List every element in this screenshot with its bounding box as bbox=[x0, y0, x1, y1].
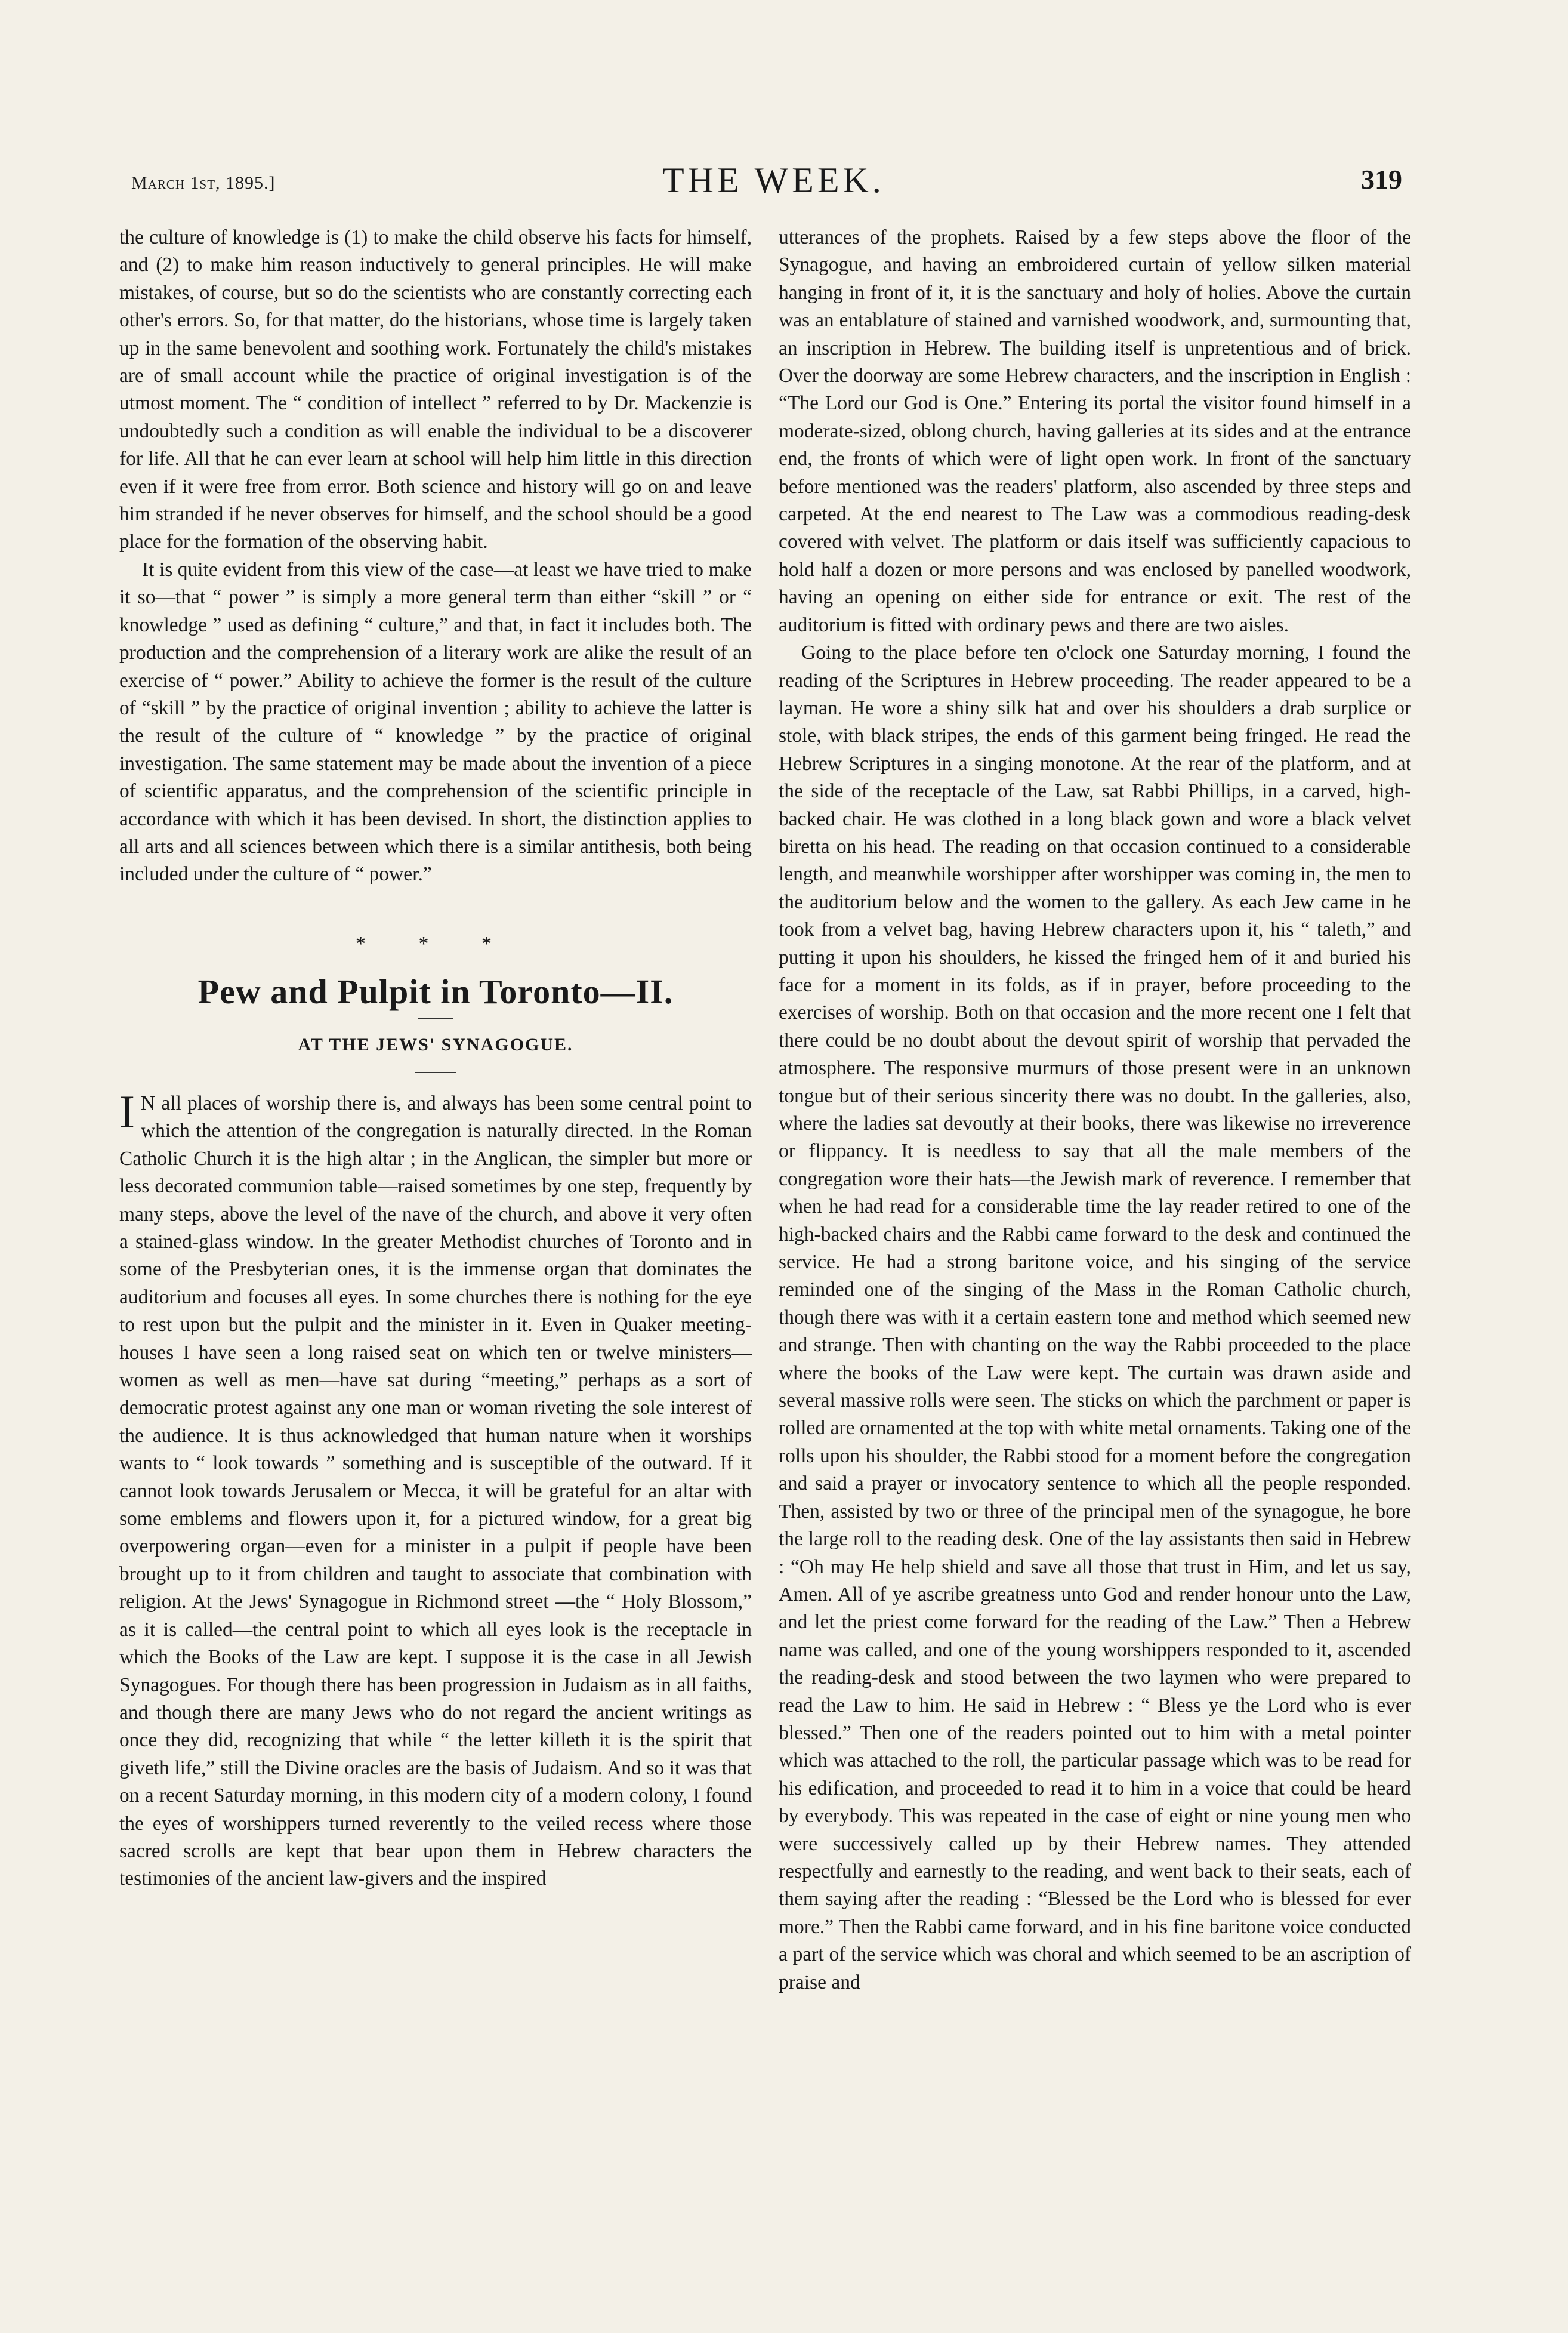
drop-cap: I bbox=[119, 1085, 135, 1138]
issue-date: March 1st, 1895.] bbox=[131, 173, 276, 193]
masthead-title: THE WEEK. bbox=[662, 161, 885, 200]
page-number: 319 bbox=[1361, 164, 1402, 195]
opening-paragraph bbox=[119, 1085, 752, 1893]
paragraph: Going to the place before ten o'clock one Saturday morning, I found the reading of the Scriptures in Hebrew proceeding. The reader appeared to be a layman. He wore a shiny silk hat and over his shoulders a drab surplice or stole, with black stripes, the ends of this garment being fringed. He read the Hebrew Scriptures in a singing monotone. At the rear of the platform, and at the side of the receptacle of the Law, sat Rabbi Phillips, in a carved, high-backed chair. He was clothed in a long black gown and wore a black velvet biretta on his head. The reading on that occasion continued to a considerable length, and meanwhile worshipper after worshipper was coming in, the men to the auditorium below and the women to the gallery. As each Jew came in he took from a velvet bag, having Hebrew characters upon it, his “ taleth,” and putting it upon his shoulders, he kissed the fringed hem of it and buried his face for a moment in its folds, as if in prayer, before proceeding to the exercises of worship. Both on that occasion and the more recent one I felt that there could be no doubt about the devout spirit of worship that pervaded the atmosphere. The responsive murmurs of those present were in an unknown tongue but of their serious sincerity there was no doubt. In the galleries, also, where the ladies sat devoutly at their books, there was likewise no irreverence or flippancy. It is needless to say that all the male members of the congregation wore their hats—the Jewish mark of reverence. I remember that when he had read for a considerable time the lay reader retired to one of the high-backed chairs and the Rabbi came forward to the desk and continued the service. He had a strong baritone voice, and his singing of the service reminded one of the singing of the Mass in the Roman Catholic church, though there was with it a certain eastern tone and method which seemed new and strange. Then with chanting on the way the Rabbi proceeded to the place where the books of the Law were kept. The curtain was drawn aside and several massive rolls were seen. The sticks on which the parchment or paper is rolled are ornamented at the top with white metal ornaments. Taking one of the rolls upon his shoulder, the Rabbi stood for a moment before the congregation and said a prayer or invocatory sentence to which all the people responded. Then, assisted by two or three of the principal men of the synagogue, he bore the large roll to the reading desk. One of the lay assistants then said in Hebrew : “Oh may He help shield and save all those that trust in Him, and let us say, Amen. All of ye ascribe greatness unto God and render honour unto the Law, and let the priest come forward for the reading of the Law.” Then a Hebrew name was called, and one of the young worshippers responded to it, ascended the reading-desk and stood between the two laymen who were prepared to read the Law to him. He said in Hebrew : “ Bless ye the Lord who is ever blessed.” Then one of the readers pointed out to him with a metal pointer which was attached to the roll, the particular passage which was to be read for his edification, and proceeded to read it to him in a voice that could be heard by everybody. This was repeated in the case of eight or nine young men who were successively called up by their Hebrew names. They attended respectfully and earnestly to the reading, and went back to their seats, each of them saying after the reading : “Blessed be the Lord who is blessed for ever more.” Then the Rabbi came forward, and in his fine baritone voice conducted a part of the service which was choral and which seemed to be an ascription of praise and bbox=[779, 642, 1411, 1993]
paragraph: utterances of the prophets. Raised by a few steps above the floor of the Synagogue, and having an embroidered curtain of yellow silken material hanging in front of it, it is the sanctuary and holy of holies. Above the curtain was an entablature of stained and varnished woodwork, and, surmounting that, an inscription in Hebrew. The building itself is unpretentious and of brick. Over the doorway are some Hebrew characters, and the inscription in English : “The Lord our God is One.” Entering its portal the visitor found himself in a moderate-sized, oblong church, having galleries at its sides and at the entrance end, the fronts of which were of light open work. In front of the sanctuary before mentioned was the readers' platform, also ascended by three steps and carpeted. At the end nearest to The Law was a commodious reading-desk covered with velvet. The platform or dais itself was sufficiently capacious to hold half a dozen or more persons and was enclosed by panelled woodwork, having an opening on either side for entrance or exit. The rest of the auditorium is fitted with ordinary pews and there are two aisles. bbox=[779, 226, 1411, 636]
article-title: Pew and Pulpit in Toronto—II. bbox=[197, 972, 674, 1012]
subheading-rule bbox=[415, 1072, 456, 1073]
paragraph: It is quite evident from this view of the case—at least we have tried to make it so—that “ power ” is simply a more general term than either “skill ” or “ knowledge ” used as defining “ culture,” and that, in fact it includes both. The production and the comprehension of a literary work are alike the result of an exercise of “ power.” Ability to achieve the former is the result of the culture of “skill ” by the practice of original invention ; ability to achieve the latter is the result of the culture of “ knowledge ” by the practice of original investigation. The same statement may be made about the invention of a piece of scientific apparatus, and the comprehension of the scientific principle in accordance with which it has been devised. In short, the distinction applies to all arts and all sciences between which there is a similar antithesis, both being included under the culture of “ power.” bbox=[119, 558, 752, 886]
paragraph: the culture of knowledge is (1) to make the child observe his facts for himself, and (2) to make him reason inductively to general principles. He will make mistakes, of course, but so do the scientists who are constantly correcting each other's errors. So, for that matter, do the historians, whose time is largely taken up in the same benevolent and soothing work. Fortunately the child's mistakes are of small account while the practice of original investigation is of the utmost moment. The “ condition of intellect ” referred to by Dr. Mackenzie is undoubtedly such a condition as will enable the individual to be a discoverer for life. All that he can ever learn at school will help him little in this direction even if it were free from error. Both science and history will go on and leave him stranded if he never observes for himself, and the school should be a good place for the formation of the observing habit. bbox=[119, 226, 752, 553]
title-rule bbox=[418, 1018, 453, 1019]
page-header bbox=[131, 160, 1402, 208]
left-column bbox=[119, 224, 752, 1893]
section-divider-asterism: * * * bbox=[356, 932, 516, 955]
article-subheading: AT THE JEWS' SYNAGOGUE. bbox=[298, 1034, 573, 1055]
right-column bbox=[779, 224, 1411, 1996]
paragraph-text: N all places of worship there is, and always has been some central point to which the attention of the congregation is naturally directed. In the Roman Catholic Church it is the high altar ; in the Anglican, the simpler but more or less decorated communion table—raised sometimes by one step, frequently by many steps, above the level of the nave of the church, and above it very often a stained-glass window. In the greater Methodist churches of Toronto and in some of the Presbyterian ones, it is the immense organ that dominates the auditorium and focuses all eyes. In some churches there is nothing for the eye to rest upon but the pulpit and the minister in it. Even in Quaker meeting-houses I have seen a long raised seat on which ten or twelve ministers—women as well as men—have sat during “meeting,” perhaps as a sort of democratic protest against any one man or woman riveting the sole interest of the audience. It is thus acknowledged that human nature when it worships wants to “ look towards ” something and is susceptible of the outward. If it cannot look towards Jerusalem or Mecca, it will be grateful for an altar with some emblems and flowers upon it, for a pictured window, for a great big overpowering organ—even for a minister in a pulpit if people have been brought up to it from children and taught to associate that combination with religion. At the Jews' Synagogue in Richmond street —the “ Holy Blossom,” as it is called—the central point to which all eyes look is the receptacle in which the Books of the Law are kept. I suppose it is the case in all Jewish Synagogues. For though there has been progression in Judaism as in all faiths, and though there are many Jews who do not regard the ancient writings as once they did, recognizing that while “ the letter killeth it is the spirit that giveth life,” still the Divine oracles are the basis of Judaism. And so it was that on a recent Saturday morning, in this modern city of a modern colony, I found the eyes of worshippers turned reverently to the veiled recess where those sacred scrolls are kept that bear upon them in Hebrew characters the testimonies of the ancient law-givers and the inspired bbox=[119, 1092, 752, 1890]
